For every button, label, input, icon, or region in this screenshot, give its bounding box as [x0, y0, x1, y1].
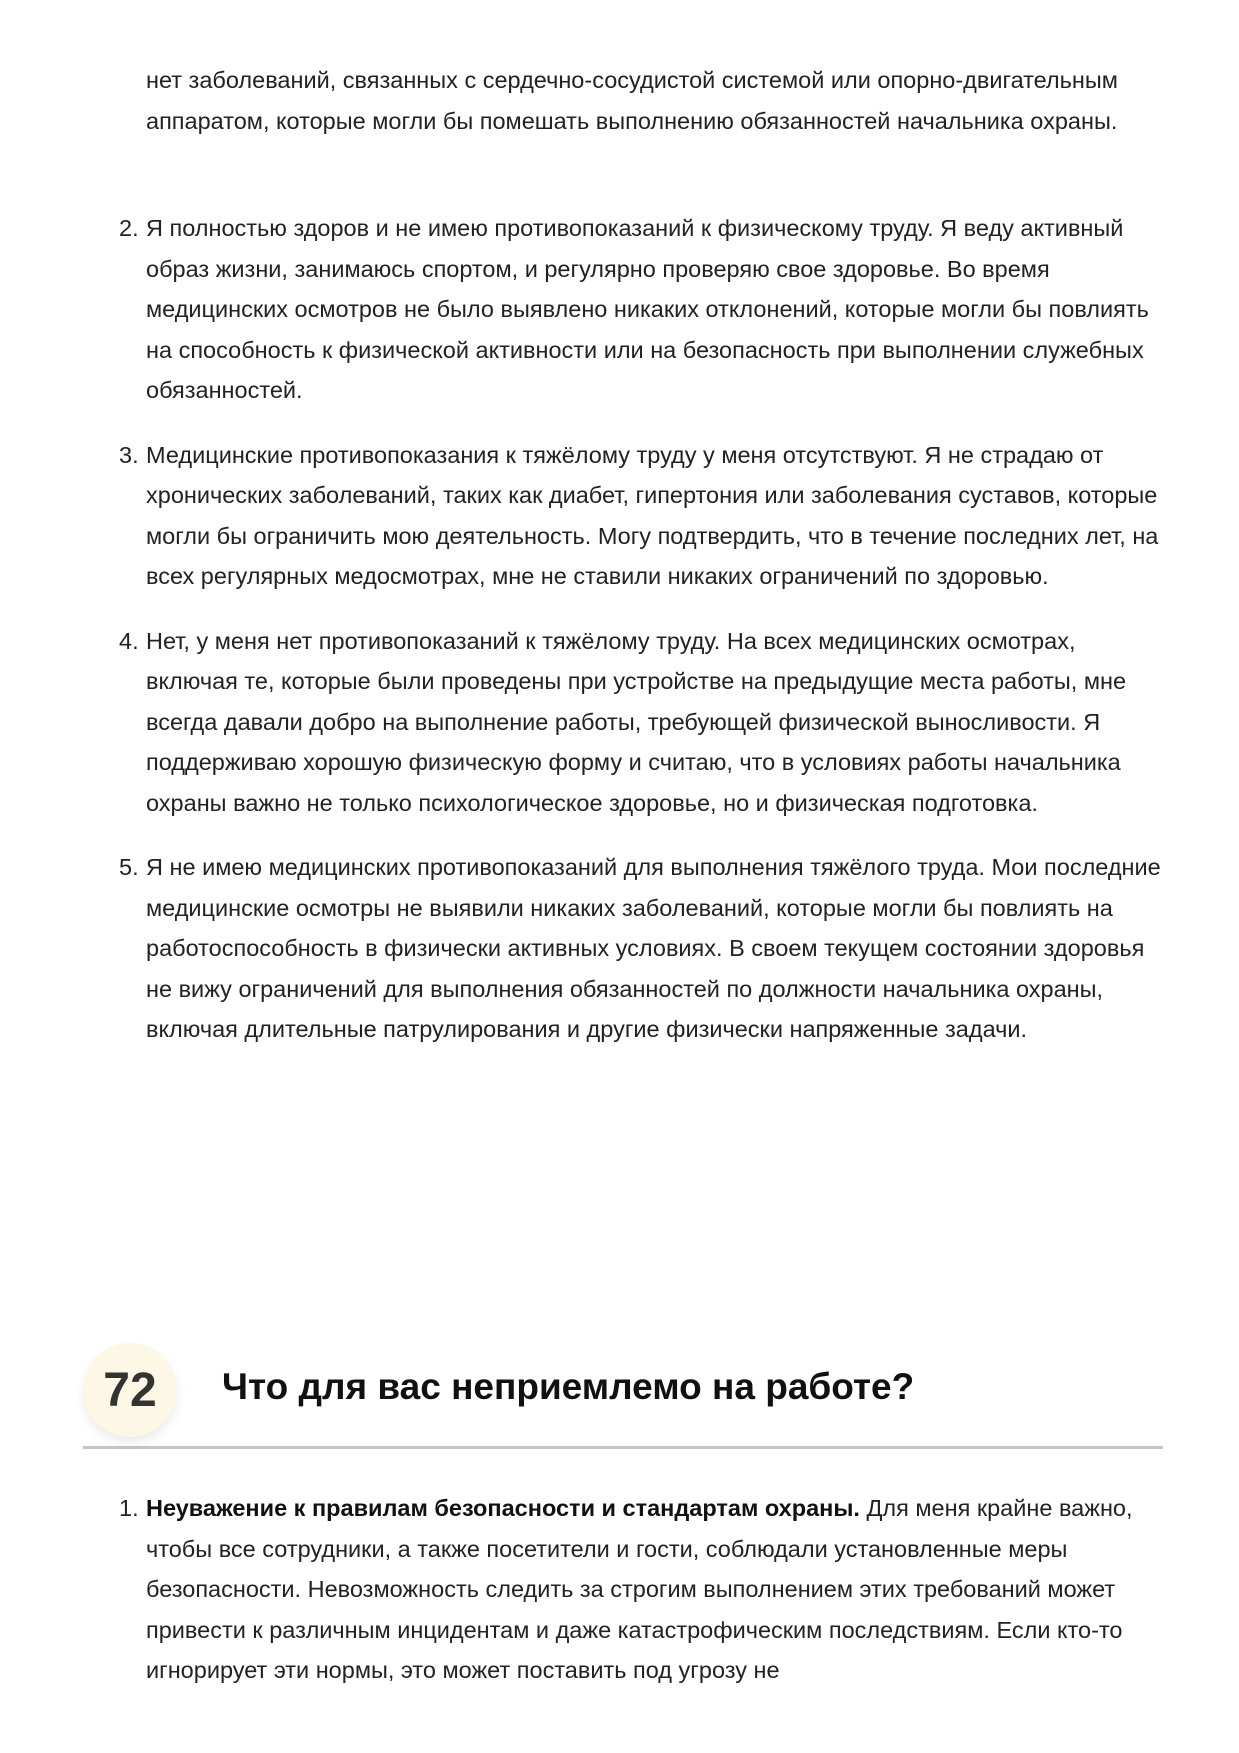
question-title: Что для вас неприемлемо на работе?: [222, 1366, 915, 1407]
list-text: Нет, у меня нет противопоказаний к тяжёлому труду. На всех медицинских осмотрах, включая те, которые были проведены при устройстве на предыдущие места работы, мне всегда давали добро на выполнение работы, требующей физической выносливости. Я поддерживаю хорошую физическую форму и считаю, что в условиях работы начальника охраны важно не только психологическое здоровье, но и физическая подготовка.: [146, 627, 1127, 816]
list-text: Для меня крайне важно, чтобы все сотрудники, а также посетители и гости, соблюдали установленные меры безопасности. Невозможность следить за строгим выполнением этих требований может привести к различным инцидентам и даже катастрофическим последствиям. Если кто-то игнорирует эти нормы, это может поставить под угрозу не: [146, 1495, 1133, 1683]
list-number: 4.: [119, 627, 139, 654]
list-item: [119, 435, 1166, 597]
list-number: 3.: [119, 441, 139, 468]
answers-list: [119, 208, 1166, 1074]
list-number: 2.: [119, 215, 139, 241]
question-heading: [83, 1340, 1163, 1449]
list-text: Я не имею медицинских противопоказаний для выполнения тяжёлого труда. Мои последние медицинские осмотры не выявили никаких заболеваний, которые могли бы повлиять на работоспособность в физически активных условиях. В своем текущем состоянии здоровья не вижу ограничений для выполнения обязанностей по должности начальника охраны, включая длительные патрулирования и другие физически напряженные задачи.: [146, 854, 1161, 1042]
list-item: [119, 621, 1166, 824]
list-item: [119, 1488, 1166, 1691]
list-item: [119, 847, 1166, 1050]
list-item: [119, 208, 1166, 411]
list-lead: Неуважение к правилам безопасности и стандартам охраны.: [146, 1495, 860, 1521]
list-text: Медицинские противопоказания к тяжёлому труду у меня отсутствуют. Я не страдаю от хронических заболеваний, таких как диабет, гипертония или заболевания суставов, которые могли бы ограничить мою деятельность. Могу подтвердить, что в течение последних лет, на всех регулярных медосмотрах, мне не ставили никаких ограничений по здоровью.: [146, 441, 1159, 589]
list-text: Я полностью здоров и не имею противопоказаний к физическому труду. Я веду активный образ жизни, занимаюсь спортом, и регулярно проверяю свое здоровье. Во время медицинских осмотров не было выявлено никаких отклонений, которые могли бы повлиять на способность к физической активности или на безопасность при выполнении служебных обязанностей.: [146, 215, 1149, 403]
list-number: 5.: [119, 854, 139, 880]
question-answers-list: [119, 1488, 1166, 1715]
question-number-badge: 72: [83, 1343, 177, 1437]
answer-continuation: нет заболеваний, связанных с сердечно-сосудистой системой или опорно-двигательным аппаратом, которые могли бы помешать выполнению обязанностей начальника охраны.: [146, 67, 1118, 134]
list-number: 1.: [119, 1495, 139, 1521]
